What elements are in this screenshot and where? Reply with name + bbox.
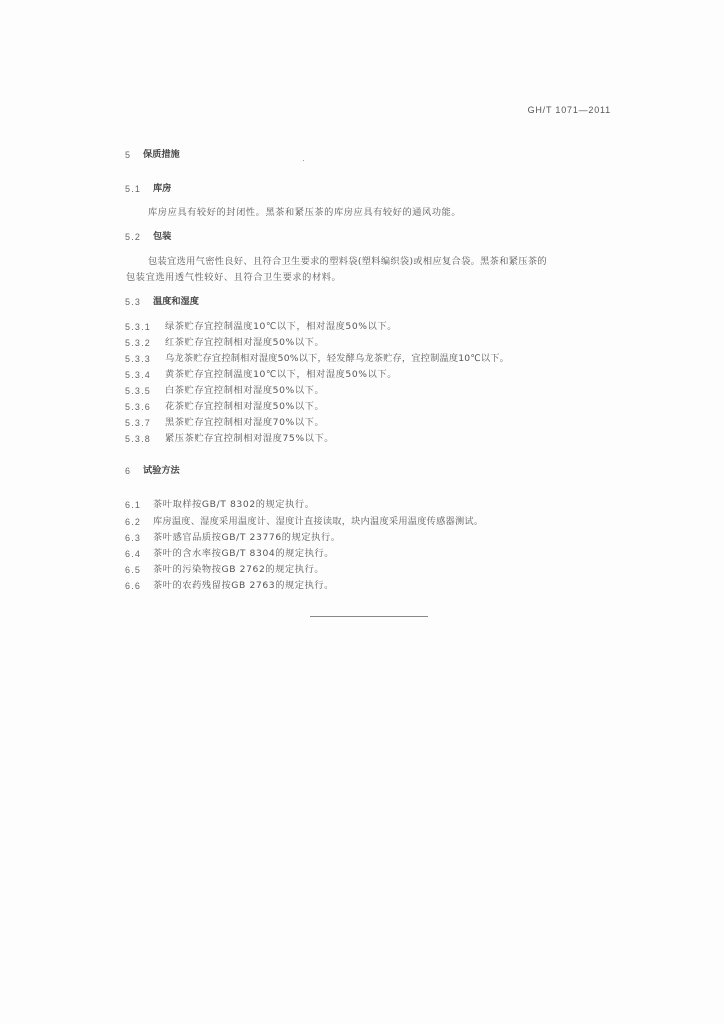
section-5-1-title: 库房 bbox=[153, 183, 172, 194]
item-6-1-text: 茶叶取样按GB/T 8302的规定执行。 bbox=[153, 499, 315, 510]
end-rule bbox=[310, 616, 428, 617]
section-5-3-title: 温度和湿度 bbox=[153, 296, 199, 307]
section-5-number: 5 bbox=[125, 150, 132, 160]
item-6-5-text: 茶叶的污染物按GB 2762的规定执行。 bbox=[153, 564, 325, 575]
item-6-4-text: 茶叶的含水率按GB/T 8304的规定执行。 bbox=[153, 548, 335, 559]
item-6-5-number: 6.5 bbox=[125, 565, 142, 575]
section-5-2-number: 5.2 bbox=[125, 232, 142, 242]
item-5-3-1-text: 绿茶贮存宜控制温度10℃以下，相对湿度50%以下。 bbox=[165, 321, 397, 332]
item-5-3-8-text: 紧压茶贮存宜控制相对湿度75%以下。 bbox=[165, 433, 335, 444]
item-5-3-8-number: 5.3.8 bbox=[125, 434, 152, 444]
item-5-3-6-text: 花茶贮存宜控制相对湿度50%以下。 bbox=[165, 401, 325, 412]
section-5-3-number: 5.3 bbox=[125, 297, 142, 307]
item-6-6-text: 茶叶的农药残留按GB 2763的规定执行。 bbox=[153, 580, 334, 591]
item-6-3-number: 6.3 bbox=[125, 533, 142, 543]
section-6-number: 6 bbox=[125, 466, 132, 476]
item-6-2-text: 库房温度、湿度采用温度计、湿度计直接读取，块内温度采用温度传感器测试。 bbox=[153, 516, 484, 527]
item-5-3-2-text: 红茶贮存宜控制相对湿度50%以下。 bbox=[165, 337, 325, 348]
item-5-3-7-text: 黑茶贮存宜控制相对湿度70%以下。 bbox=[165, 417, 325, 428]
item-6-2-number: 6.2 bbox=[125, 517, 142, 527]
item-6-6-number: 6.6 bbox=[125, 581, 142, 591]
section-5-1-number: 5.1 bbox=[125, 184, 142, 194]
section-5-2-title: 包装 bbox=[153, 231, 172, 242]
item-6-1-number: 6.1 bbox=[125, 500, 142, 510]
item-5-3-2-number: 5.3.2 bbox=[125, 338, 152, 348]
section-6-title: 试验方法 bbox=[143, 465, 180, 476]
item-5-3-1-number: 5.3.1 bbox=[125, 322, 152, 332]
item-5-3-3-number: 5.3.3 bbox=[125, 354, 152, 364]
item-5-3-5-text: 白茶贮存宜控制相对湿度50%以下。 bbox=[165, 385, 325, 396]
section-5-1-body: 库房应具有较好的封闭性。黑茶和紧压茶的库房应具有较好的通风功能。 bbox=[148, 207, 462, 218]
item-5-3-4-text: 黄茶贮存宜控制温度10℃以下，相对湿度50%以下。 bbox=[165, 369, 397, 380]
section-5-title: 保质措施 bbox=[143, 149, 180, 160]
item-6-3-text: 茶叶感官品质按GB/T 23776的规定执行。 bbox=[153, 532, 341, 543]
standard-code: GH/T 1071—2011 bbox=[527, 105, 611, 115]
item-5-3-3-text: 乌龙茶贮存宜控制相对湿度50%以下，轻发酵乌龙茶贮存，宜控制温度10℃以下。 bbox=[165, 353, 510, 364]
item-5-3-4-number: 5.3.4 bbox=[125, 370, 152, 380]
scan-speck bbox=[303, 160, 304, 161]
item-6-4-number: 6.4 bbox=[125, 549, 142, 559]
item-5-3-6-number: 5.3.6 bbox=[125, 402, 152, 412]
item-5-3-5-number: 5.3.5 bbox=[125, 386, 152, 396]
section-5-2-body-line-2: 包装宜选用透气性较好、且符合卫生要求的材料。 bbox=[126, 272, 342, 283]
item-5-3-7-number: 5.3.7 bbox=[125, 418, 152, 428]
section-5-2-body-line-1: 包装宜选用气密性良好、且符合卫生要求的塑料袋(塑料编织袋)或相应复合袋。黑茶和紧压茶的 bbox=[148, 256, 547, 267]
